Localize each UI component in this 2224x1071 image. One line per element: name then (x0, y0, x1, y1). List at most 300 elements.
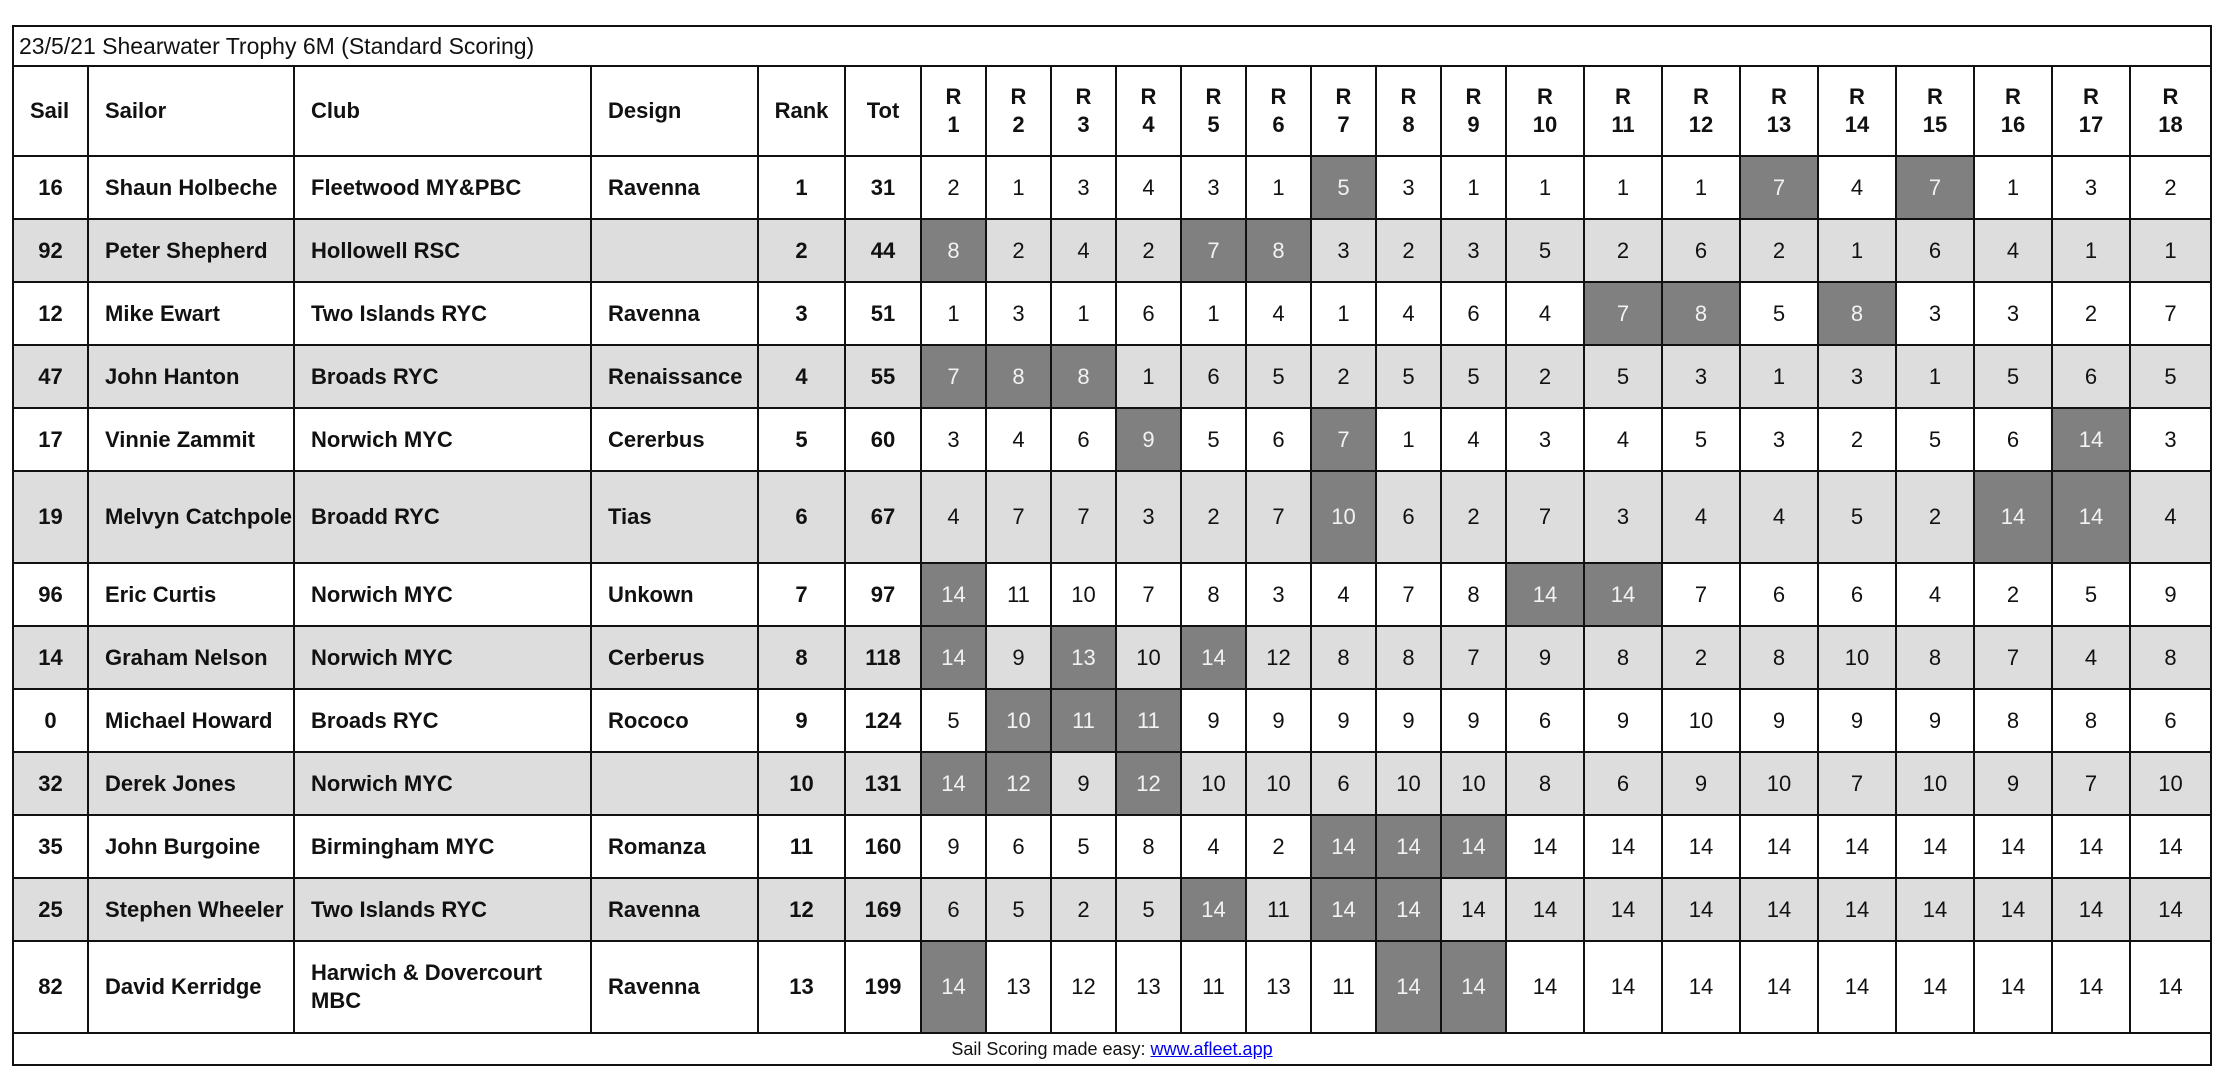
discarded-score-cell: 8 (986, 345, 1051, 408)
sail-cell: 35 (14, 815, 88, 878)
discarded-score-cell: 11 (1116, 689, 1181, 752)
col-header-race (921, 67, 986, 156)
score-cell: 7 (1376, 563, 1441, 626)
score-cell: 9 (1311, 689, 1376, 752)
score-cell: 14 (1662, 815, 1740, 878)
discarded-score-cell: 14 (1584, 563, 1662, 626)
score-cell: 6 (1311, 752, 1376, 815)
total-cell: 44 (845, 219, 921, 282)
sailor-cell: John Hanton (88, 345, 294, 408)
col-header-race (1740, 67, 1818, 156)
table-row (14, 563, 2210, 626)
score-cell: 6 (1246, 408, 1311, 471)
score-cell: 6 (1051, 408, 1116, 471)
design-cell (591, 752, 758, 815)
col-header-design: Design (591, 67, 758, 156)
score-cell: 3 (1662, 345, 1740, 408)
table-row (14, 345, 2210, 408)
sail-cell: 0 (14, 689, 88, 752)
race-number: 10 (1532, 112, 1558, 137)
score-cell: 4 (1506, 282, 1584, 345)
score-cell: 5 (921, 689, 986, 752)
score-cell: 14 (1584, 941, 1662, 1033)
score-cell: 11 (1311, 941, 1376, 1033)
race-number: 12 (1688, 112, 1714, 137)
table-row (14, 689, 2210, 752)
sailor-cell: Mike Ewart (88, 282, 294, 345)
score-cell: 8 (2052, 689, 2130, 752)
score-cell: 4 (1740, 471, 1818, 563)
score-cell: 14 (1818, 815, 1896, 878)
race-number: 5 (1207, 112, 1220, 137)
score-cell: 3 (1311, 219, 1376, 282)
race-number: 2 (1012, 112, 1025, 137)
score-cell: 6 (921, 878, 986, 941)
score-cell: 6 (1506, 689, 1584, 752)
club-cell: Norwich MYC (294, 752, 591, 815)
discarded-score-cell: 14 (1376, 878, 1441, 941)
design-cell: Unkown (591, 563, 758, 626)
score-cell: 14 (2130, 878, 2210, 941)
score-cell: 6 (1662, 219, 1740, 282)
score-cell: 14 (1584, 878, 1662, 941)
score-cell: 11 (1246, 878, 1311, 941)
discarded-score-cell: 14 (1974, 471, 2052, 563)
score-cell: 2 (921, 156, 986, 219)
score-cell: 1 (921, 282, 986, 345)
design-cell: Tias (591, 471, 758, 563)
score-cell: 2 (1662, 626, 1740, 689)
sail-cell: 82 (14, 941, 88, 1033)
score-cell: 14 (1974, 941, 2052, 1033)
score-cell: 3 (1896, 282, 1974, 345)
total-cell: 67 (845, 471, 921, 563)
score-cell: 2 (986, 219, 1051, 282)
score-cell: 4 (1584, 408, 1662, 471)
score-cell: 2 (1051, 878, 1116, 941)
discarded-score-cell: 10 (1311, 471, 1376, 563)
club-cell: Fleetwood MY&PBC (294, 156, 591, 219)
sail-cell: 25 (14, 878, 88, 941)
rank-cell: 1 (758, 156, 845, 219)
score-cell: 4 (1116, 156, 1181, 219)
score-cell: 4 (1974, 219, 2052, 282)
score-cell: 4 (1662, 471, 1740, 563)
score-cell: 3 (1974, 282, 2052, 345)
total-cell: 131 (845, 752, 921, 815)
design-cell: Ravenna (591, 878, 758, 941)
score-cell: 5 (1974, 345, 2052, 408)
score-cell: 14 (2052, 815, 2130, 878)
score-cell: 9 (1584, 689, 1662, 752)
score-cell: 5 (1441, 345, 1506, 408)
score-cell: 1 (1376, 408, 1441, 471)
total-cell: 55 (845, 345, 921, 408)
score-cell: 7 (1662, 563, 1740, 626)
score-cell: 7 (2130, 282, 2210, 345)
score-cell: 9 (1974, 752, 2052, 815)
col-header-race (1051, 67, 1116, 156)
score-cell: 10 (1181, 752, 1246, 815)
score-cell: 9 (1896, 689, 1974, 752)
discarded-score-cell: 14 (921, 563, 986, 626)
race-prefix: R (2005, 84, 2021, 109)
score-cell: 1 (1974, 156, 2052, 219)
sailor-cell: Graham Nelson (88, 626, 294, 689)
sailor-cell: Vinnie Zammit (88, 408, 294, 471)
rank-cell: 3 (758, 282, 845, 345)
results-body (14, 156, 2210, 1033)
score-cell: 9 (1181, 689, 1246, 752)
score-cell: 5 (1376, 345, 1441, 408)
design-cell: Ravenna (591, 156, 758, 219)
score-cell: 1 (1896, 345, 1974, 408)
score-cell: 3 (1740, 408, 1818, 471)
col-header-race (1181, 67, 1246, 156)
score-cell: 3 (2052, 156, 2130, 219)
score-cell: 14 (1441, 878, 1506, 941)
score-cell: 13 (1246, 941, 1311, 1033)
score-cell: 14 (1818, 878, 1896, 941)
score-cell: 1 (1584, 156, 1662, 219)
score-cell: 3 (986, 282, 1051, 345)
results-title: 23/5/21 Shearwater Trophy 6M (Standard Scoring) (14, 27, 2210, 67)
race-number: 18 (2158, 112, 2183, 137)
score-cell: 9 (1506, 626, 1584, 689)
sail-cell: 16 (14, 156, 88, 219)
score-cell: 9 (1246, 689, 1311, 752)
score-cell: 4 (1051, 219, 1116, 282)
score-cell: 10 (1740, 752, 1818, 815)
rank-cell: 8 (758, 626, 845, 689)
score-cell: 6 (2052, 345, 2130, 408)
discarded-score-cell: 10 (986, 689, 1051, 752)
col-header-race (1506, 67, 1584, 156)
score-cell: 14 (1740, 815, 1818, 878)
total-cell: 51 (845, 282, 921, 345)
col-header-race (986, 67, 1051, 156)
header-row (14, 67, 2210, 156)
score-cell: 14 (2052, 878, 2130, 941)
rank-cell: 7 (758, 563, 845, 626)
score-cell: 7 (1116, 563, 1181, 626)
score-cell: 8 (1441, 563, 1506, 626)
score-cell: 2 (1584, 219, 1662, 282)
discarded-score-cell: 8 (921, 219, 986, 282)
discarded-score-cell: 14 (1181, 626, 1246, 689)
club-cell: Hollowell RSC (294, 219, 591, 282)
race-number: 17 (2078, 112, 2104, 137)
score-cell: 10 (1246, 752, 1311, 815)
score-cell: 14 (1506, 941, 1584, 1033)
score-cell: 8 (1896, 626, 1974, 689)
col-header-sail: Sail (14, 67, 88, 156)
race-number: 6 (1272, 112, 1285, 137)
sail-cell: 17 (14, 408, 88, 471)
score-cell: 10 (1051, 563, 1116, 626)
score-cell: 11 (986, 563, 1051, 626)
total-cell: 97 (845, 563, 921, 626)
score-cell: 4 (1896, 563, 1974, 626)
race-prefix: R (1771, 84, 1787, 109)
score-cell: 1 (1662, 156, 1740, 219)
discarded-score-cell: 8 (1818, 282, 1896, 345)
score-cell: 10 (1441, 752, 1506, 815)
score-cell: 3 (1441, 219, 1506, 282)
race-number: 14 (1844, 112, 1870, 137)
score-cell: 4 (1376, 282, 1441, 345)
score-cell: 1 (2052, 219, 2130, 282)
score-cell: 1 (1441, 156, 1506, 219)
score-cell: 8 (1181, 563, 1246, 626)
score-cell: 8 (1311, 626, 1376, 689)
rank-cell: 13 (758, 941, 845, 1033)
score-cell: 3 (1818, 345, 1896, 408)
race-prefix: R (1465, 84, 1482, 109)
design-cell: Ravenna (591, 941, 758, 1033)
col-header-tot: Tot (845, 67, 921, 156)
score-cell: 14 (1506, 878, 1584, 941)
score-cell: 2 (1441, 471, 1506, 563)
score-cell: 5 (1662, 408, 1740, 471)
score-cell: 5 (1181, 408, 1246, 471)
score-cell: 2 (2130, 156, 2210, 219)
table-row (14, 219, 2210, 282)
results-sheet (12, 25, 2212, 1066)
score-cell: 8 (1740, 626, 1818, 689)
score-cell: 4 (2130, 471, 2210, 563)
score-cell: 5 (1584, 345, 1662, 408)
score-cell: 4 (986, 408, 1051, 471)
score-cell: 9 (921, 815, 986, 878)
score-cell: 8 (1974, 689, 2052, 752)
score-cell: 14 (1896, 815, 1974, 878)
score-cell: 7 (1818, 752, 1896, 815)
score-cell: 14 (2130, 815, 2210, 878)
discarded-score-cell: 14 (2052, 471, 2130, 563)
race-prefix: R (2083, 84, 2099, 109)
discarded-score-cell: 8 (1662, 282, 1740, 345)
rank-cell: 10 (758, 752, 845, 815)
score-cell: 14 (1974, 878, 2052, 941)
score-cell: 3 (921, 408, 986, 471)
club-cell: Norwich MYC (294, 408, 591, 471)
table-row (14, 941, 2210, 1033)
design-cell: Cerberus (591, 626, 758, 689)
discarded-score-cell: 14 (1441, 941, 1506, 1033)
score-cell: 2 (1181, 471, 1246, 563)
score-cell: 4 (2052, 626, 2130, 689)
total-cell: 60 (845, 408, 921, 471)
score-cell: 2 (2052, 282, 2130, 345)
score-cell: 10 (1116, 626, 1181, 689)
discarded-score-cell: 11 (1051, 689, 1116, 752)
discarded-score-cell: 14 (921, 941, 986, 1033)
score-cell: 14 (2052, 941, 2130, 1033)
col-header-race (1818, 67, 1896, 156)
sail-cell: 92 (14, 219, 88, 282)
score-cell: 14 (1740, 878, 1818, 941)
race-number: 7 (1337, 112, 1350, 137)
score-cell: 10 (1896, 752, 1974, 815)
score-cell: 1 (1116, 345, 1181, 408)
discarded-score-cell: 5 (1311, 156, 1376, 219)
discarded-score-cell: 7 (1896, 156, 1974, 219)
discarded-score-cell: 14 (2052, 408, 2130, 471)
score-cell: 7 (1441, 626, 1506, 689)
score-cell: 13 (986, 941, 1051, 1033)
score-cell: 5 (2052, 563, 2130, 626)
total-cell: 169 (845, 878, 921, 941)
score-cell: 8 (1116, 815, 1181, 878)
score-cell: 3 (2130, 408, 2210, 471)
col-header-race (1974, 67, 2052, 156)
discarded-score-cell: 14 (921, 752, 986, 815)
score-cell: 9 (1376, 689, 1441, 752)
score-cell: 2 (1506, 345, 1584, 408)
race-number: 16 (2000, 112, 2026, 137)
sailor-cell: Stephen Wheeler (88, 878, 294, 941)
club-cell: Two Islands RYC (294, 282, 591, 345)
score-cell: 7 (1506, 471, 1584, 563)
score-cell: 2 (1116, 219, 1181, 282)
club-cell: Norwich MYC (294, 563, 591, 626)
discarded-score-cell: 7 (1311, 408, 1376, 471)
rank-cell: 5 (758, 408, 845, 471)
table-row (14, 408, 2210, 471)
sail-cell: 47 (14, 345, 88, 408)
score-cell: 14 (2130, 941, 2210, 1033)
score-cell: 5 (1818, 471, 1896, 563)
discarded-score-cell: 14 (1181, 878, 1246, 941)
race-prefix: R (1927, 84, 1943, 109)
score-cell: 8 (1376, 626, 1441, 689)
score-cell: 6 (1974, 408, 2052, 471)
club-cell: Birmingham MYC (294, 815, 591, 878)
total-cell: 199 (845, 941, 921, 1033)
col-header-sailor: Sailor (88, 67, 294, 156)
race-number: 13 (1766, 112, 1792, 137)
table-row (14, 282, 2210, 345)
score-cell: 7 (2052, 752, 2130, 815)
discarded-score-cell: 12 (986, 752, 1051, 815)
score-cell: 9 (986, 626, 1051, 689)
score-cell: 6 (1740, 563, 1818, 626)
race-prefix: R (1615, 84, 1631, 109)
race-prefix: R (1205, 84, 1222, 109)
race-prefix: R (1010, 84, 1027, 109)
score-cell: 9 (1441, 689, 1506, 752)
score-cell: 14 (1584, 815, 1662, 878)
design-cell (591, 219, 758, 282)
discarded-score-cell: 7 (1740, 156, 1818, 219)
race-prefix: R (2162, 84, 2179, 109)
footer (14, 1034, 2210, 1064)
score-cell: 5 (1896, 408, 1974, 471)
discarded-score-cell: 9 (1116, 408, 1181, 471)
score-cell: 5 (1506, 219, 1584, 282)
discarded-score-cell: 12 (1116, 752, 1181, 815)
col-header-race (1896, 67, 1974, 156)
race-prefix: R (1335, 84, 1352, 109)
col-header-club: Club (294, 67, 591, 156)
total-cell: 124 (845, 689, 921, 752)
score-cell: 14 (1896, 878, 1974, 941)
score-cell: 14 (1896, 941, 1974, 1033)
score-cell: 10 (2130, 752, 2210, 815)
discarded-score-cell: 14 (1506, 563, 1584, 626)
score-cell: 2 (1246, 815, 1311, 878)
score-cell: 12 (1051, 941, 1116, 1033)
total-cell: 118 (845, 626, 921, 689)
race-number: 11 (1611, 112, 1635, 137)
score-cell: 8 (1506, 752, 1584, 815)
score-cell: 3 (1051, 156, 1116, 219)
col-header-race (1376, 67, 1441, 156)
score-cell: 2 (1740, 219, 1818, 282)
club-cell: Harwich & Dovercourt MBC (294, 941, 591, 1033)
race-number: 9 (1467, 112, 1480, 137)
score-cell: 4 (1246, 282, 1311, 345)
score-cell: 7 (1051, 471, 1116, 563)
score-cell: 7 (986, 471, 1051, 563)
score-cell: 5 (1116, 878, 1181, 941)
score-cell: 4 (1818, 156, 1896, 219)
race-prefix: R (1400, 84, 1417, 109)
discarded-score-cell: 8 (1051, 345, 1116, 408)
total-cell: 160 (845, 815, 921, 878)
rank-cell: 2 (758, 219, 845, 282)
score-cell: 5 (986, 878, 1051, 941)
score-cell: 2 (1818, 408, 1896, 471)
race-prefix: R (945, 84, 962, 109)
score-cell: 2 (1896, 471, 1974, 563)
score-cell: 9 (1662, 752, 1740, 815)
score-cell: 14 (1506, 815, 1584, 878)
score-cell: 2 (1311, 345, 1376, 408)
rank-cell: 4 (758, 345, 845, 408)
discarded-score-cell: 14 (1441, 815, 1506, 878)
score-cell: 10 (1376, 752, 1441, 815)
rank-cell: 11 (758, 815, 845, 878)
col-header-race (1311, 67, 1376, 156)
col-header-race (1116, 67, 1181, 156)
col-header-race (1584, 67, 1662, 156)
club-cell: Broads RYC (294, 689, 591, 752)
results-table (14, 67, 2210, 1034)
col-header-rank: Rank (758, 67, 845, 156)
score-cell: 3 (1376, 156, 1441, 219)
race-number: 3 (1077, 112, 1090, 137)
score-cell: 4 (921, 471, 986, 563)
afleet-link[interactable]: www.afleet.app (1150, 1039, 1273, 1059)
race-number: 8 (1402, 112, 1415, 137)
sail-cell: 14 (14, 626, 88, 689)
sail-cell: 96 (14, 563, 88, 626)
score-cell: 6 (2130, 689, 2210, 752)
rank-cell: 6 (758, 471, 845, 563)
sailor-cell: John Burgoine (88, 815, 294, 878)
score-cell: 1 (1181, 282, 1246, 345)
sailor-cell: Michael Howard (88, 689, 294, 752)
col-header-race (1662, 67, 1740, 156)
design-cell: Ravenna (591, 282, 758, 345)
score-cell: 1 (2130, 219, 2210, 282)
discarded-score-cell: 7 (1584, 282, 1662, 345)
design-cell: Renaissance (591, 345, 758, 408)
design-cell: Romanza (591, 815, 758, 878)
race-prefix: R (1140, 84, 1157, 109)
